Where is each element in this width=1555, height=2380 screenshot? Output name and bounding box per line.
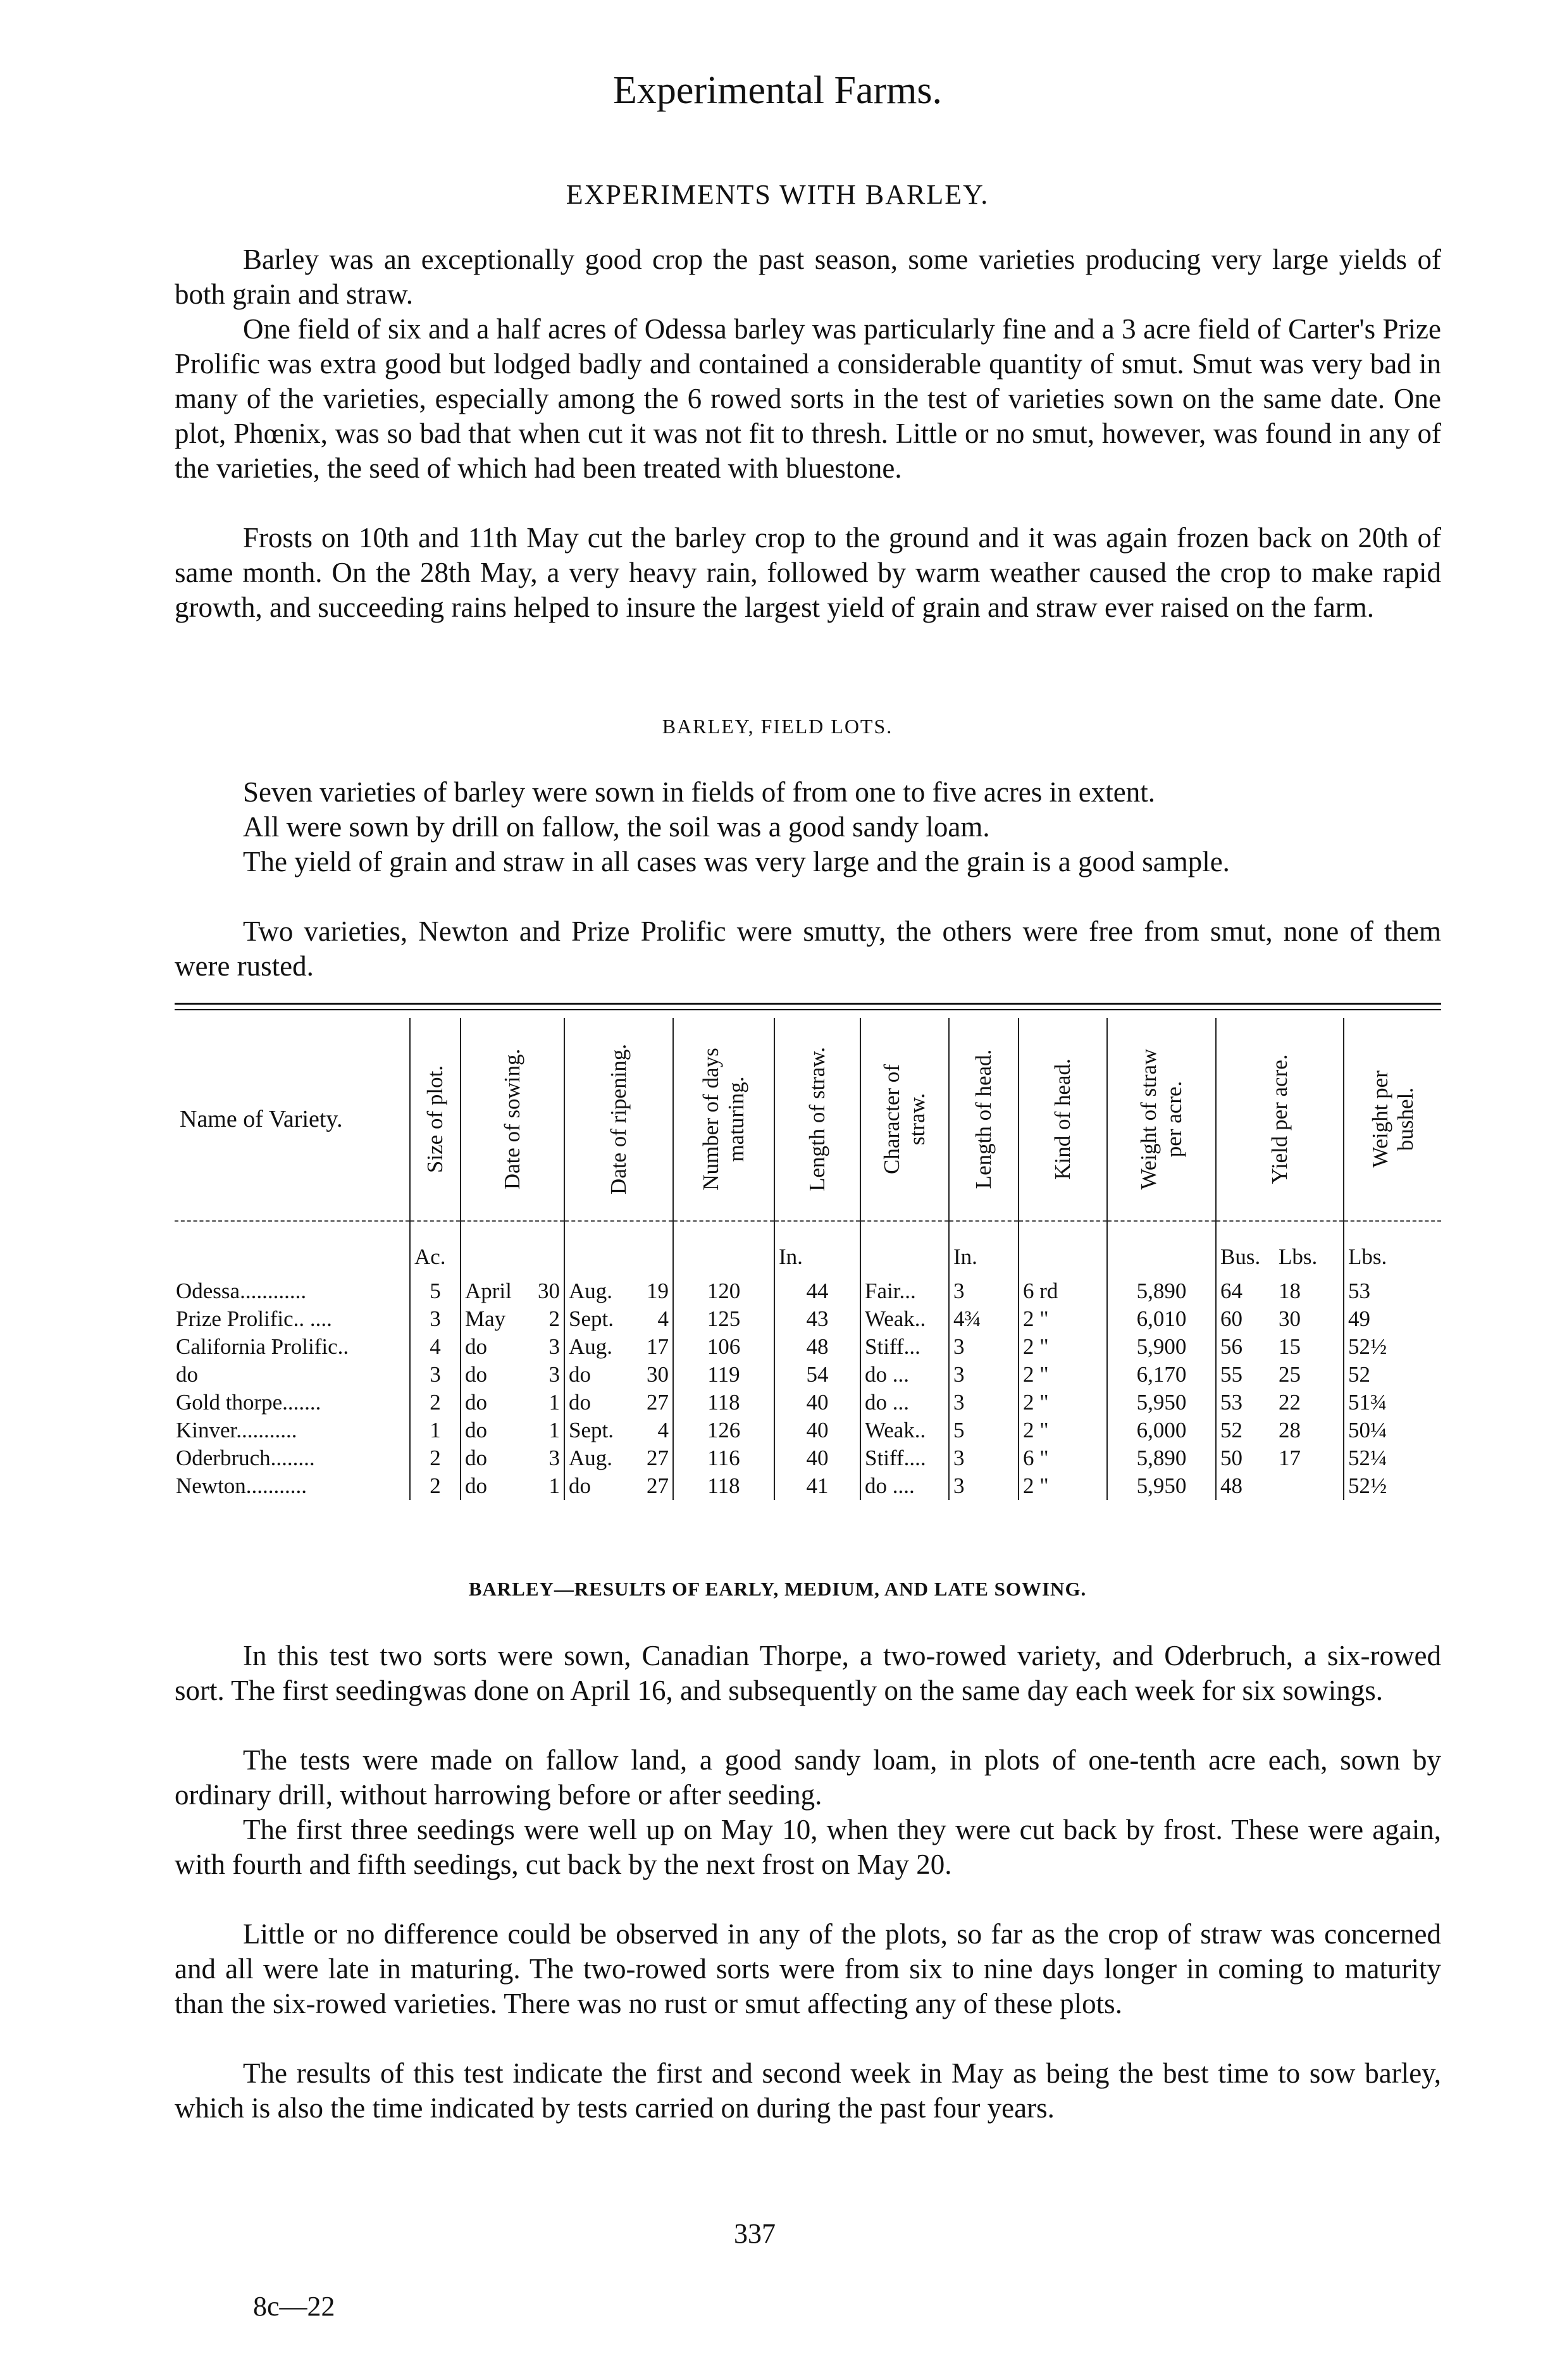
days-cell: 126 bbox=[673, 1416, 774, 1444]
paragraph: In this test two sorts were sown, Canadian Thorpe, a two-rowed variety, and Oderbruch, a six-rowed sort. The first seedingwas done on April 16, and subsequently on the same day each week for six sowings. bbox=[175, 1640, 1441, 1706]
straw-cell: 40 bbox=[774, 1416, 860, 1444]
table-row bbox=[175, 1361, 1441, 1389]
date-of-ripening-cell bbox=[564, 1305, 673, 1333]
section-title-field-lots: BARLEY, FIELD LOTS. bbox=[662, 715, 893, 738]
head-cell: 4¾ bbox=[949, 1305, 1019, 1333]
head-cell: 3 bbox=[949, 1275, 1019, 1305]
column-header: Character of straw. bbox=[860, 1018, 949, 1221]
straw-cell: 54 bbox=[774, 1361, 860, 1389]
ripening-day: 17 bbox=[647, 1334, 669, 1359]
yield-pounds: 15 bbox=[1279, 1334, 1301, 1359]
kind-cell: 6 rd bbox=[1019, 1275, 1107, 1305]
unit-label: Bus. bbox=[1220, 1244, 1261, 1269]
kind-cell: 2 " bbox=[1019, 1416, 1107, 1444]
sowing-month: May bbox=[465, 1306, 506, 1331]
char-cell: do ... bbox=[860, 1361, 949, 1389]
sowing-month: do bbox=[465, 1473, 487, 1498]
paragraph: All were sown by drill on fallow, the soil was a good sandy loam. bbox=[243, 811, 990, 843]
table-row bbox=[175, 1444, 1441, 1472]
bushel-cell: 49 bbox=[1344, 1305, 1441, 1333]
wt-cell: 5,890 bbox=[1107, 1444, 1216, 1472]
yield-bushels: 55 bbox=[1220, 1362, 1242, 1387]
sowing-month: April bbox=[465, 1279, 512, 1303]
column-header: Date of sowing. bbox=[461, 1018, 564, 1221]
wt-cell: 6,170 bbox=[1107, 1361, 1216, 1389]
days-cell: 118 bbox=[673, 1472, 774, 1500]
bushel-cell: 51¾ bbox=[1344, 1389, 1441, 1416]
variety-name-cell: Kinver........... bbox=[176, 1418, 297, 1442]
sowing-day: 30 bbox=[538, 1279, 560, 1303]
days-cell: 118 bbox=[673, 1389, 774, 1416]
data-table bbox=[175, 1018, 1441, 1500]
sowing-month: do bbox=[465, 1334, 487, 1359]
size-cell: 1 bbox=[410, 1416, 461, 1444]
column-header: Date of ripening. bbox=[564, 1018, 673, 1221]
date-of-ripening-cell bbox=[564, 1361, 673, 1389]
variety-name-cell: Odessa............ bbox=[176, 1279, 307, 1303]
sowing-day: 3 bbox=[548, 1362, 560, 1387]
kind-cell: 2 " bbox=[1019, 1333, 1107, 1361]
wt-cell: 5,950 bbox=[1107, 1389, 1216, 1416]
date-of-ripening-cell bbox=[564, 1472, 673, 1500]
size-cell: 4 bbox=[410, 1333, 461, 1361]
sowing-month: do bbox=[465, 1446, 487, 1470]
column-header: Name of Variety. bbox=[180, 1106, 343, 1132]
table-header-row bbox=[175, 1018, 1441, 1221]
date-of-sowing-cell bbox=[461, 1416, 564, 1444]
column-header: Number of days maturing. bbox=[673, 1018, 774, 1221]
wt-cell: 6,000 bbox=[1107, 1416, 1216, 1444]
paragraph: Little or no difference could be observed in any of the plots, so far as the crop of straw was concerned and all were late in maturing. The two-rowed sorts were from six to nine days longer in coming to maturity than the six-rowed varieties. There was no rust or smut affecting any of these plots. bbox=[175, 1918, 1441, 2019]
bushel-cell: 50¼ bbox=[1344, 1416, 1441, 1444]
straw-cell: 41 bbox=[774, 1472, 860, 1500]
wt-cell: 5,890 bbox=[1107, 1275, 1216, 1305]
sowing-day: 1 bbox=[548, 1418, 560, 1442]
unit-label: Lbs. bbox=[1279, 1244, 1318, 1269]
date-of-sowing-cell bbox=[461, 1333, 564, 1361]
ripening-day: 19 bbox=[647, 1279, 669, 1303]
days-cell: 106 bbox=[673, 1333, 774, 1361]
straw-cell: 43 bbox=[774, 1305, 860, 1333]
size-cell: 3 bbox=[410, 1305, 461, 1333]
yield-pounds: 25 bbox=[1279, 1362, 1301, 1387]
bushel-cell: 52¼ bbox=[1344, 1444, 1441, 1472]
paragraph: The yield of grain and straw in all cases was very large and the grain is a good sample. bbox=[243, 846, 1230, 877]
char-cell: Fair... bbox=[860, 1275, 949, 1305]
ripening-month: Sept. bbox=[569, 1306, 614, 1331]
bushel-cell: 53 bbox=[1344, 1275, 1441, 1305]
days-cell: 120 bbox=[673, 1275, 774, 1305]
char-cell: do .... bbox=[860, 1472, 949, 1500]
sowing-month: do bbox=[465, 1362, 487, 1387]
date-of-ripening-cell bbox=[564, 1416, 673, 1444]
wt-cell: 5,950 bbox=[1107, 1472, 1216, 1500]
date-of-sowing-cell bbox=[461, 1444, 564, 1472]
units-row bbox=[175, 1221, 1441, 1275]
wt-cell: 5,900 bbox=[1107, 1333, 1216, 1361]
date-of-ripening-cell bbox=[564, 1275, 673, 1305]
head-cell: 3 bbox=[949, 1361, 1019, 1389]
signature-mark: 8c—22 bbox=[253, 2291, 335, 2322]
unit-label: Ac. bbox=[410, 1221, 461, 1275]
unit-label: In. bbox=[949, 1221, 1019, 1275]
straw-cell: 40 bbox=[774, 1444, 860, 1472]
variety-name-cell: Oderbruch........ bbox=[176, 1446, 315, 1470]
date-of-sowing-cell bbox=[461, 1361, 564, 1389]
page-number: 337 bbox=[734, 2218, 776, 2249]
ripening-day: 27 bbox=[647, 1390, 669, 1415]
yield-bushels: 56 bbox=[1220, 1334, 1242, 1359]
straw-cell: 40 bbox=[774, 1389, 860, 1416]
page-title: Experimental Farms. bbox=[613, 69, 942, 112]
table-top-rule bbox=[175, 1003, 1441, 1005]
sowing-day: 3 bbox=[548, 1334, 560, 1359]
paragraph: The results of this test indicate the first and second week in May as being the best time to sow barley, which is also the time indicated by tests carried on during the past four years. bbox=[175, 2057, 1441, 2124]
sowing-month: do bbox=[465, 1390, 487, 1415]
sowing-day: 1 bbox=[548, 1473, 560, 1498]
yield-bushels: 64 bbox=[1220, 1279, 1242, 1303]
yield-per-acre-cell bbox=[1216, 1389, 1344, 1416]
days-cell: 125 bbox=[673, 1305, 774, 1333]
paragraph: Seven varieties of barley were sown in fields of from one to five acres in extent. bbox=[243, 776, 1155, 808]
yield-per-acre-cell bbox=[1216, 1305, 1344, 1333]
yield-bushels: 52 bbox=[1220, 1418, 1242, 1442]
yield-bushels: 60 bbox=[1220, 1306, 1242, 1331]
kind-cell: 2 " bbox=[1019, 1305, 1107, 1333]
char-cell: Weak.. bbox=[860, 1305, 949, 1333]
paragraph: Two varieties, Newton and Prize Prolific were smutty, the others were free from smut, none of them were rusted. bbox=[175, 915, 1441, 982]
yield-pounds: 22 bbox=[1279, 1390, 1301, 1415]
char-cell: Stiff... bbox=[860, 1333, 949, 1361]
char-cell: Weak.. bbox=[860, 1416, 949, 1444]
bushel-cell: 52½ bbox=[1344, 1333, 1441, 1361]
section-title-experiments: EXPERIMENTS WITH BARLEY. bbox=[566, 179, 989, 210]
paragraph: One field of six and a half acres of Odessa barley was particularly fine and a 3 acre field of Carter's Prize Prolific was extra good but lodged badly and contained a considerable quantity of smut. Smut was very bad in many of the varieties, especially among the 6 rowed sorts in the test of varieties sown on the same date. One plot, Phœnix, was so bad that when cut it was not fit to thresh. Little or no smut, however, was found in any of the varieties, the seed of which had been treated with bluestone. bbox=[175, 313, 1441, 484]
table-row bbox=[175, 1305, 1441, 1333]
ripening-day: 27 bbox=[647, 1446, 669, 1470]
table-row bbox=[175, 1416, 1441, 1444]
column-header: Kind of head. bbox=[1019, 1018, 1107, 1221]
yield-per-acre-cell bbox=[1216, 1361, 1344, 1389]
column-header: Size of plot. bbox=[410, 1018, 461, 1221]
kind-cell: 2 " bbox=[1019, 1361, 1107, 1389]
size-cell: 2 bbox=[410, 1444, 461, 1472]
date-of-sowing-cell bbox=[461, 1305, 564, 1333]
yield-pounds: 30 bbox=[1279, 1306, 1301, 1331]
ripening-month: Aug. bbox=[569, 1279, 613, 1303]
sowing-month: do bbox=[465, 1418, 487, 1442]
bushel-cell: 52 bbox=[1344, 1361, 1441, 1389]
yield-per-acre-cell bbox=[1216, 1416, 1344, 1444]
size-cell: 2 bbox=[410, 1472, 461, 1500]
unit-label: In. bbox=[774, 1221, 860, 1275]
column-header: Length of head. bbox=[949, 1018, 1019, 1221]
head-cell: 3 bbox=[949, 1444, 1019, 1472]
ripening-day: 27 bbox=[647, 1473, 669, 1498]
variety-name-cell: Newton........... bbox=[176, 1473, 307, 1498]
yield-pounds: 18 bbox=[1279, 1279, 1301, 1303]
yield-pounds: 17 bbox=[1279, 1446, 1301, 1470]
variety-name-cell: do bbox=[176, 1362, 198, 1387]
column-header: Yield per acre. bbox=[1216, 1018, 1344, 1221]
paragraph: The first three seedings were well up on May 10, when they were cut back by frost. These were again, with fourth and fifth seedings, cut back by the next frost on May 20. bbox=[175, 1814, 1441, 1880]
table-row bbox=[175, 1472, 1441, 1500]
head-cell: 3 bbox=[949, 1333, 1019, 1361]
date-of-sowing-cell bbox=[461, 1472, 564, 1500]
straw-cell: 44 bbox=[774, 1275, 860, 1305]
yield-bushels: 48 bbox=[1220, 1473, 1242, 1498]
size-cell: 3 bbox=[410, 1361, 461, 1389]
table-row bbox=[175, 1389, 1441, 1416]
ripening-month: do bbox=[569, 1390, 591, 1415]
date-of-sowing-cell bbox=[461, 1275, 564, 1305]
ripening-month: do bbox=[569, 1473, 591, 1498]
days-cell: 116 bbox=[673, 1444, 774, 1472]
yield-bushels: 53 bbox=[1220, 1390, 1242, 1415]
variety-name-cell: Prize Prolific.. .... bbox=[176, 1306, 332, 1331]
size-cell: 2 bbox=[410, 1389, 461, 1416]
date-of-ripening-cell bbox=[564, 1333, 673, 1361]
kind-cell: 6 " bbox=[1019, 1444, 1107, 1472]
section-title-sowing-results: BARLEY—RESULTS OF EARLY, MEDIUM, AND LATE SOWING. bbox=[468, 1578, 1087, 1600]
table-row bbox=[175, 1275, 1441, 1305]
head-cell: 3 bbox=[949, 1389, 1019, 1416]
ripening-month: Aug. bbox=[569, 1334, 613, 1359]
ripening-day: 4 bbox=[657, 1306, 669, 1331]
column-header: Weight of straw per acre. bbox=[1107, 1018, 1216, 1221]
straw-cell: 48 bbox=[774, 1333, 860, 1361]
table-row bbox=[175, 1333, 1441, 1361]
char-cell: do ... bbox=[860, 1389, 949, 1416]
paragraph: The tests were made on fallow land, a good sandy loam, in plots of one-tenth acre each, sown by ordinary drill, without harrowing before or after seeding. bbox=[175, 1744, 1441, 1811]
table-top-rule bbox=[175, 1009, 1441, 1010]
head-cell: 5 bbox=[949, 1416, 1019, 1444]
bushel-cell: 52½ bbox=[1344, 1472, 1441, 1500]
paragraph: Barley was an exceptionally good crop the past season, some varieties producing very large yields of both grain and straw. bbox=[175, 244, 1441, 310]
paragraph: Frosts on 10th and 11th May cut the barley crop to the ground and it was again frozen back on 20th of same month. On the 28th May, a very heavy rain, followed by warm weather caused the crop to make rapid growth, and succeeding rains helped to insure the largest yield of grain and straw ever raised on the farm. bbox=[175, 522, 1441, 623]
variety-name-cell: California Prolific.. bbox=[176, 1334, 349, 1359]
ripening-day: 4 bbox=[657, 1418, 669, 1442]
yield-pounds: 28 bbox=[1279, 1418, 1301, 1442]
size-cell: 5 bbox=[410, 1275, 461, 1305]
variety-name-cell: Gold thorpe....... bbox=[176, 1390, 321, 1415]
ripening-month: Sept. bbox=[569, 1418, 614, 1442]
sowing-day: 2 bbox=[548, 1306, 560, 1331]
head-cell: 3 bbox=[949, 1472, 1019, 1500]
ripening-month: do bbox=[569, 1362, 591, 1387]
column-header: Weight per bushel. bbox=[1344, 1018, 1441, 1221]
ripening-day: 30 bbox=[647, 1362, 669, 1387]
yield-bushels: 50 bbox=[1220, 1446, 1242, 1470]
yield-per-acre-cell bbox=[1216, 1275, 1344, 1305]
date-of-sowing-cell bbox=[461, 1389, 564, 1416]
sowing-day: 3 bbox=[548, 1446, 560, 1470]
date-of-ripening-cell bbox=[564, 1389, 673, 1416]
days-cell: 119 bbox=[673, 1361, 774, 1389]
wt-cell: 6,010 bbox=[1107, 1305, 1216, 1333]
column-header: Length of straw. bbox=[774, 1018, 860, 1221]
sowing-day: 1 bbox=[548, 1390, 560, 1415]
kind-cell: 2 " bbox=[1019, 1389, 1107, 1416]
date-of-ripening-cell bbox=[564, 1444, 673, 1472]
kind-cell: 2 " bbox=[1019, 1472, 1107, 1500]
unit-label: Lbs. bbox=[1344, 1221, 1441, 1275]
yield-per-acre-cell bbox=[1216, 1333, 1344, 1361]
yield-per-acre-cell bbox=[1216, 1444, 1344, 1472]
char-cell: Stiff.... bbox=[860, 1444, 949, 1472]
yield-per-acre-cell bbox=[1216, 1472, 1344, 1500]
ripening-month: Aug. bbox=[569, 1446, 613, 1470]
